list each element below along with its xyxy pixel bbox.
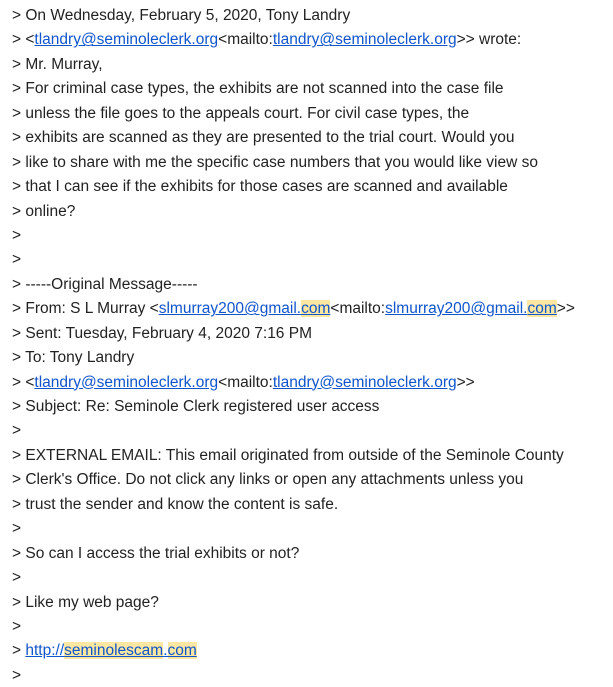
email-line <box>12 127 575 151</box>
email-line <box>12 469 575 493</box>
email-line <box>12 103 575 127</box>
email-line-empty <box>12 518 575 542</box>
email-quoted-body <box>12 5 575 684</box>
quote-marker: > <box>12 422 26 440</box>
body-text: online? <box>25 202 76 220</box>
email-line <box>12 494 575 518</box>
quote-marker: > <box>12 617 26 635</box>
quote-marker: > <box>12 349 26 367</box>
quote-marker: > <box>12 471 26 489</box>
quote-marker: > <box>12 153 26 171</box>
mailto-prefix: <mailto: <box>218 31 273 49</box>
email-line <box>12 298 575 322</box>
quote-marker: > <box>12 178 26 196</box>
email-line <box>12 78 575 102</box>
highlight-com: com <box>527 300 557 318</box>
highlight-com: com <box>167 642 197 660</box>
email-line-empty <box>12 567 575 591</box>
to-line: To: Tony Landry <box>25 349 135 367</box>
wrote-suffix: >> wrote: <box>456 31 522 49</box>
quote-marker: > <box>12 593 26 611</box>
email-line-partial <box>12 665 575 684</box>
quote-marker: > <box>12 275 26 293</box>
email-line <box>12 274 575 298</box>
quote-marker: > <box>12 7 26 24</box>
quote-marker: > <box>12 569 26 587</box>
sent-line: Sent: Tuesday, February 4, 2020 7:16 PM <box>25 324 312 342</box>
email-line <box>12 543 575 567</box>
quote-marker: > <box>12 520 26 538</box>
like-text: Like my web page? <box>25 593 159 611</box>
email-line: > <tlandry@seminoleclerk.org<mailto:tlandry@seminoleclerk.org>> wrote: <box>12 31 522 49</box>
body-text: unless the file goes to the appeals court. For civil case types, the <box>25 104 470 122</box>
mailto-prefix: <mailto: <box>330 300 386 318</box>
email-line-empty <box>12 249 575 273</box>
close-brackets: >> <box>556 300 575 318</box>
subject-line: Subject: Re: Seminole Clerk registered user access <box>25 398 380 415</box>
email-line <box>12 201 575 225</box>
email-line <box>12 5 575 29</box>
from-label: From: S L Murray < <box>25 300 159 318</box>
email-line-empty <box>12 616 575 640</box>
external-warning-text: EXTERNAL EMAIL: This email originated from outside of the Seminole County <box>25 446 564 464</box>
email-line <box>12 347 575 371</box>
email-line <box>12 152 575 176</box>
landry-email-link[interactable]: tlandry@seminoleclerk.org <box>34 373 219 391</box>
landry-mailto-link[interactable]: tlandry@seminoleclerk.org <box>272 31 457 49</box>
quote-marker: > <box>12 666 26 684</box>
close-brackets: >> <box>456 373 475 391</box>
quote-marker: > <box>12 202 26 220</box>
body-text: like to share with me the specific case numbers that you would like view so <box>25 153 538 171</box>
quote-marker: > <box>12 80 26 98</box>
quote-marker: > <box>12 31 26 49</box>
question-text: So can I access the trial exhibits or not? <box>25 544 300 562</box>
quote-marker: > <box>12 398 26 415</box>
email-line <box>12 176 575 200</box>
landry-mailto-link[interactable]: tlandry@seminoleclerk.org <box>272 373 457 391</box>
highlight-com: com <box>301 300 331 318</box>
murray-email-link[interactable]: slmurray200@gmail.com <box>158 300 331 318</box>
body-text: exhibits are scanned as they are presented to the trial court. Would you <box>25 129 515 147</box>
quote-marker: > <box>12 324 26 342</box>
quote-marker: > <box>12 544 26 562</box>
external-warning-text: trust the sender and know the content is safe. <box>25 495 339 513</box>
greeting-text: Mr. Murray, <box>25 55 103 73</box>
quote-marker: > <box>12 226 26 244</box>
wrote-line-text: On Wednesday, February 5, 2020, Tony Landry <box>25 7 351 24</box>
body-text: For criminal case types, the exhibits are not scanned into the case file <box>25 80 504 98</box>
original-message-separator: -----Original Message----- <box>25 275 198 293</box>
quote-marker: > <box>12 104 26 122</box>
email-line: > <tlandry@seminoleclerk.org<mailto:tlandry@seminoleclerk.org>> <box>12 373 475 391</box>
quote-marker: > <box>12 129 26 147</box>
quote-marker: > <box>12 55 26 73</box>
mailto-prefix: <mailto: <box>218 373 273 391</box>
email-line <box>12 323 575 347</box>
quote-marker: > <box>12 251 26 269</box>
email-line <box>12 640 575 664</box>
quote-marker: > <box>12 642 26 660</box>
quote-marker: > <box>12 373 26 391</box>
murray-mailto-link[interactable]: slmurray200@gmail.com <box>385 300 557 318</box>
highlight-domain: seminolescam <box>64 642 164 660</box>
external-warning-text: Clerk's Office. Do not click any links or open any attachments unless you <box>25 471 524 489</box>
website-link[interactable]: http://seminolescam.com <box>25 642 197 660</box>
email-line <box>12 592 575 616</box>
quote-marker: > <box>12 495 26 513</box>
quote-marker: > <box>12 300 26 318</box>
email-line-empty <box>12 420 575 444</box>
email-line <box>12 54 575 78</box>
email-line-empty <box>12 225 575 249</box>
landry-email-link[interactable]: tlandry@seminoleclerk.org <box>34 31 219 49</box>
email-line <box>12 445 575 469</box>
body-text: that I can see if the exhibits for those cases are scanned and available <box>25 178 508 196</box>
email-line <box>12 396 575 420</box>
quote-marker: > <box>12 446 26 464</box>
